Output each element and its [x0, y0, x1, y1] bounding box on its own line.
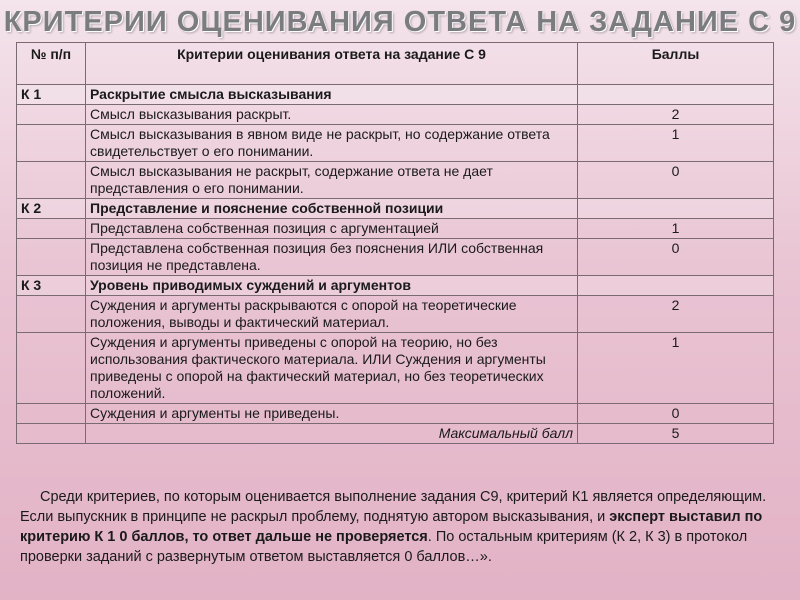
note-text-start: Среди критериев, по которым оценивается выполнение задания С9, критерий К1 является определяющим. Если выпускник в принципе не раскрыл проблему, поднятую автором высказывания, и: [20, 489, 767, 525]
table-row: [17, 333, 774, 404]
criterion-item-text: Представлена собственная позиция с аргументацией: [86, 219, 578, 239]
criterion-row-k1: [17, 85, 774, 105]
criterion-item-score: 1: [578, 333, 774, 404]
criterion-code: К 3: [17, 276, 86, 296]
criterion-item-score: 1: [578, 219, 774, 239]
criterion-row-k2: [17, 199, 774, 219]
max-score-label: Максимальный балл: [86, 424, 578, 444]
criterion-item-score: 1: [578, 125, 774, 162]
criterion-code: К 2: [17, 199, 86, 219]
table-row: [17, 105, 774, 125]
header-score: Баллы: [578, 43, 774, 85]
criterion-item-score: 0: [578, 404, 774, 424]
table-row: [17, 239, 774, 276]
table-row: [17, 219, 774, 239]
criterion-item-text: Суждения и аргументы раскрываются с опорой на теоретические положения, выводы и фактический материал.: [86, 296, 578, 333]
max-score-value: 5: [578, 424, 774, 444]
criteria-table: [16, 42, 774, 444]
criterion-code: К 1: [17, 85, 86, 105]
criterion-item-text: Смысл высказывания раскрыт.: [86, 105, 578, 125]
criterion-name: Уровень приводимых суждений и аргументов: [86, 276, 578, 296]
criterion-item-score: 0: [578, 162, 774, 199]
note-text-end: . По остальным критериям (К 2, К 3) в протокол проверки заданий с развернутым ответом выставляется 0 баллов…».: [20, 529, 748, 565]
page-title: КРИТЕРИИ ОЦЕНИВАНИЯ ОТВЕТА НА ЗАДАНИЕ С 9: [3, 6, 797, 38]
table-row: [17, 125, 774, 162]
criterion-name: Представление и пояснение собственной позиции: [86, 199, 578, 219]
criterion-item-text: Смысл высказывания в явном виде не раскрыт, но содержание ответа свидетельствует о его понимании.: [86, 125, 578, 162]
explanatory-note: [20, 487, 772, 567]
table-row: [17, 296, 774, 333]
criterion-item-score: 2: [578, 105, 774, 125]
criterion-item-text: Смысл высказывания не раскрыт, содержание ответа не дает представления о его понимании.: [86, 162, 578, 199]
note-text-emphasis: эксперт выставил по критерию К 1 0 баллов, то ответ дальше не проверяется: [20, 509, 763, 545]
criterion-name: Раскрытие смысла высказывания: [86, 85, 578, 105]
criterion-item-score: 0: [578, 239, 774, 276]
criterion-row-k3: [17, 276, 774, 296]
table-header-row: [17, 43, 774, 85]
header-number: № п/п: [17, 43, 86, 85]
table-row: [17, 404, 774, 424]
criterion-item-text: Суждения и аргументы приведены с опорой на теорию, но без использования фактического материала. ИЛИ Суждения и аргументы приведены с опорой на фактический материал, но без теоретических положений.: [86, 333, 578, 404]
table-row: [17, 162, 774, 199]
header-criteria: Критерии оценивания ответа на задание С 9: [86, 43, 578, 85]
max-score-row: [17, 424, 774, 444]
criterion-item-text: Представлена собственная позиция без пояснения ИЛИ собственная позиция не представлена.: [86, 239, 578, 276]
criterion-item-score: 2: [578, 296, 774, 333]
criterion-item-text: Суждения и аргументы не приведены.: [86, 404, 578, 424]
